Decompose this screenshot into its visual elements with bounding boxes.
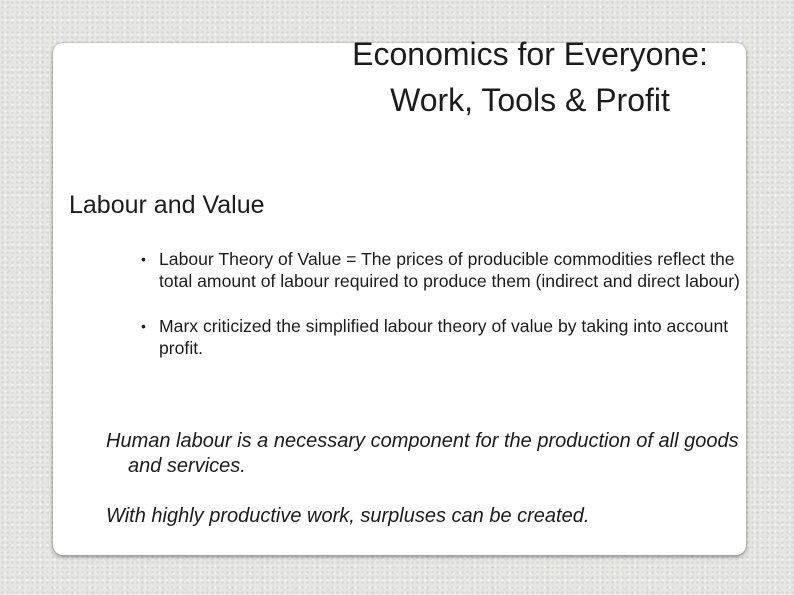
slide-title-line-2: Work, Tools & Profit: [390, 82, 670, 118]
bullet-list: [141, 248, 741, 359]
note-surpluses: With highly productive work, surpluses can be created.: [106, 505, 590, 527]
bullet-text: Marx criticized the simplified labour theory of value by taking into account profit.: [159, 316, 729, 358]
slide-title-line-1: Economics for Everyone:: [352, 36, 708, 72]
bullet-marker: •: [141, 251, 146, 267]
slide-title: [310, 31, 750, 123]
note-human-labour: Human labour is a necessary component for the production of all goods and services.: [106, 430, 739, 477]
bullet-item-marx-criticism: [141, 315, 741, 359]
bullet-item-labour-theory: [141, 248, 741, 292]
bullet-marker: •: [141, 318, 146, 334]
section-heading: Labour and Value: [69, 191, 265, 219]
bullet-text: Labour Theory of Value = The prices of producible commodities reflect the total amount of labour required to produce them (indirect and direct labour): [159, 249, 740, 291]
